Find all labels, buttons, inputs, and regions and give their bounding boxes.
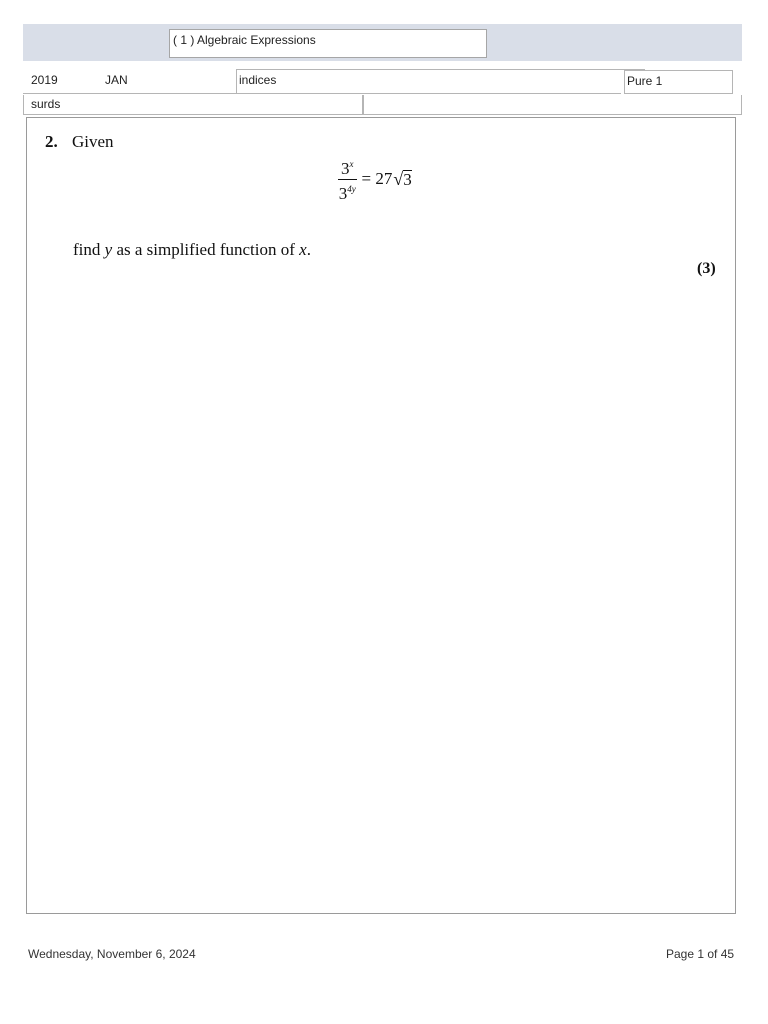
coefficient: 27 (375, 169, 393, 188)
sqrt-icon: √ (393, 168, 404, 189)
question-marks: (3) (697, 260, 716, 277)
fraction-denominator: $3^{4y}$ (338, 184, 356, 203)
year-field: 2019 (31, 73, 58, 87)
footer-date: Wednesday, November 6, 2024 (28, 947, 196, 961)
question-intro: Given (72, 132, 114, 151)
session-field: JAN (105, 73, 128, 87)
topic-title-field: ( 1 ) Algebraic Expressions (169, 29, 487, 58)
subtopic-divider (362, 95, 364, 115)
radicand: 3 (403, 170, 412, 189)
meta-row-underline (23, 93, 621, 94)
fraction-numerator: 3$^x$ (338, 156, 357, 180)
equals-sign: = (361, 169, 372, 188)
paper-field: Pure 1 (624, 70, 733, 94)
footer-page-number: Page 1 of 45 (666, 947, 735, 961)
equation (338, 156, 412, 202)
subtopic-row (23, 95, 742, 115)
question-instruction: find y as a simplified function of x. (73, 240, 311, 259)
topic-field: indices (236, 69, 645, 93)
meta-row (23, 69, 742, 94)
question-box (26, 117, 736, 914)
question-number: 2. (45, 132, 58, 151)
subtopic-field: surds (31, 97, 61, 111)
equation-fraction (338, 156, 357, 202)
